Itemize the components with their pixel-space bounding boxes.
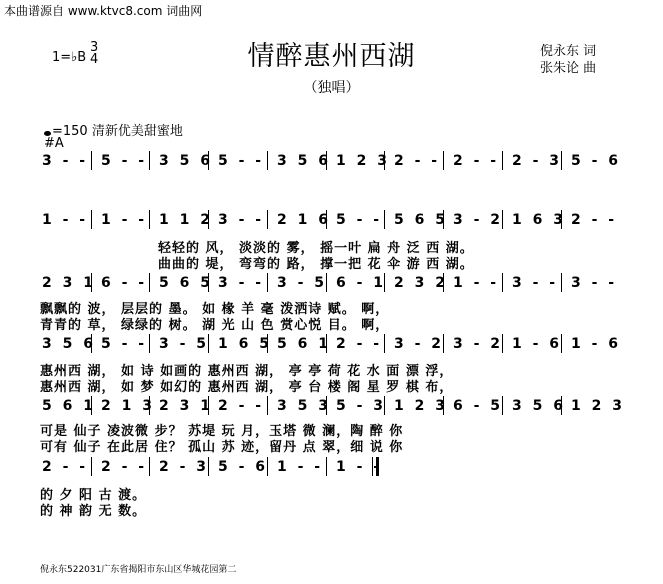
measure: 3 - - <box>512 275 559 291</box>
measure: 3 - 5 <box>277 275 328 291</box>
measure: 5 6 5 <box>394 212 448 228</box>
measure: 3 5 6 <box>512 398 566 414</box>
measure: 3 5 6 <box>42 336 96 352</box>
measure: 6 - - <box>101 275 148 291</box>
measure: 5 - 6 <box>218 459 269 475</box>
song-title: 情醉惠州西湖 <box>247 41 416 72</box>
measure: 2 3 1 <box>42 275 96 291</box>
notation-row-5 <box>40 391 640 421</box>
lyrics-line: 惠州西 湖， 如 梦 如幻的 惠州西 湖， 亭 台 楼 阁 星 罗 棋 布， <box>40 380 454 395</box>
measure: 3 - 2 <box>394 336 445 352</box>
measure: 1 - - <box>101 212 148 228</box>
measure: 2 - - <box>453 153 500 169</box>
measure: 1 - - <box>453 275 500 291</box>
measure: 2 - - <box>101 459 148 475</box>
measure: 1 - - <box>277 459 324 475</box>
time-signature <box>90 42 98 66</box>
measure: 2 - - <box>336 336 383 352</box>
measure: 3 - 2 <box>453 336 504 352</box>
lyrics-line: 可有 仙子 在此居 住？ 孤山 苏 迹，留丹 点 翠，细 说 你 <box>40 440 404 455</box>
notation-row-2 <box>40 205 640 235</box>
measure: 1 - 6 <box>571 336 622 352</box>
measure: 1 6 3 <box>512 212 566 228</box>
measure: 5 - 6 <box>571 153 622 169</box>
measure: 3 - - <box>218 212 265 228</box>
measure: 2 - - <box>571 212 618 228</box>
measure: 3 - 5 <box>159 336 210 352</box>
lyrics-line: 青青的 草， 绿绿的 树。 湖 光 山 色 赏心悦 目。 啊， <box>40 318 390 333</box>
measure: 2 - 3 <box>512 153 563 169</box>
measure: 3 - 2 <box>453 212 504 228</box>
measure: 2 - - <box>394 153 441 169</box>
lyrics-line: 曲曲的 堤， 弯弯的 路， 撑一把 花 伞 游 西 湖。 <box>158 257 474 272</box>
measure: 5 - - <box>218 153 265 169</box>
measure: 1 6 5 <box>218 336 272 352</box>
lyrics-line: 可是 仙子 凌波微 步？ 苏堤 玩 月，玉塔 微 澜，陶 醉 你 <box>40 424 404 439</box>
measure: 3 - - <box>42 153 89 169</box>
measure: 5 - - <box>101 336 148 352</box>
meter-top: 3 <box>90 40 99 55</box>
measure: 6 - 1 <box>336 275 387 291</box>
tempo-marking <box>44 120 183 139</box>
measure: 1 - - <box>42 212 89 228</box>
measure: 2 1 3 <box>101 398 155 414</box>
tempo-text: =150 清新优美甜蜜地 <box>52 124 183 139</box>
measure: 2 3 1 <box>159 398 213 414</box>
lyrics-line: 的 夕 阳 古 渡。 <box>40 488 147 503</box>
measure: 3 - - <box>218 275 265 291</box>
notation-row-1 <box>40 146 640 176</box>
lyrics-line: 轻轻的 风， 淡淡的 雾， 摇一叶 扁 舟 泛 西 湖。 <box>158 241 474 256</box>
lyricist-credit: 倪永东 词 <box>540 44 597 59</box>
measure: 1 1 2 <box>159 212 213 228</box>
lyrics-line: 的 神 韵 无 数。 <box>40 504 147 519</box>
measure: 5 - - <box>336 212 383 228</box>
measure: 2 - 3 <box>159 459 210 475</box>
meter-bottom: 4 <box>90 52 99 67</box>
composer-credit: 张朱论 曲 <box>540 61 597 76</box>
measure: 3 5 3 <box>277 398 331 414</box>
measure: 3 - - <box>571 275 618 291</box>
measure: 1 - 6 <box>512 336 563 352</box>
measure: 1 2 3 <box>336 153 390 169</box>
measure: 5 - - <box>101 153 148 169</box>
source-header: 本曲谱源自 www.ktvc8.com 词曲网 <box>4 4 203 18</box>
key-signature: 1=♭B <box>52 50 87 65</box>
measure: 5 6 5 <box>159 275 213 291</box>
measure: 3 5 6 <box>159 153 213 169</box>
measure: 5 6 1 <box>277 336 331 352</box>
lyrics-line: 飘飘的 波， 层层的 墨。 如 椽 羊 毫 泼洒诗 赋。 啊， <box>40 302 390 317</box>
footer-contact: 倪永东522031广东省揭阳市东山区华城花园第二 <box>40 565 237 575</box>
notation-row-4 <box>40 329 640 359</box>
notation-row-6 <box>40 452 640 482</box>
measure: 2 - - <box>218 398 265 414</box>
final-barline-thin <box>372 457 373 476</box>
measure: 5 6 1 <box>42 398 96 414</box>
measure: 2 1 6 <box>277 212 331 228</box>
measure: 5 - 3 <box>336 398 387 414</box>
lyrics-line: 惠州西 湖， 如 诗 如画的 惠州西 湖， 亭 亭 荷 花 水 面 漂 浮， <box>40 364 454 379</box>
measure: 1 - - <box>336 459 383 475</box>
measure: 3 5 6 <box>277 153 331 169</box>
song-subtitle: （独唱） <box>303 80 360 96</box>
measure: 2 3 2 <box>394 275 448 291</box>
measure: 2 - - <box>42 459 89 475</box>
final-barline-thick <box>376 457 379 476</box>
measure: 1 2 3 <box>394 398 448 414</box>
notation-row-3 <box>40 268 640 298</box>
measure: 1 2 3 <box>571 398 625 414</box>
measure: 6 - 5 <box>453 398 504 414</box>
rehearsal-mark: #A <box>44 136 64 151</box>
